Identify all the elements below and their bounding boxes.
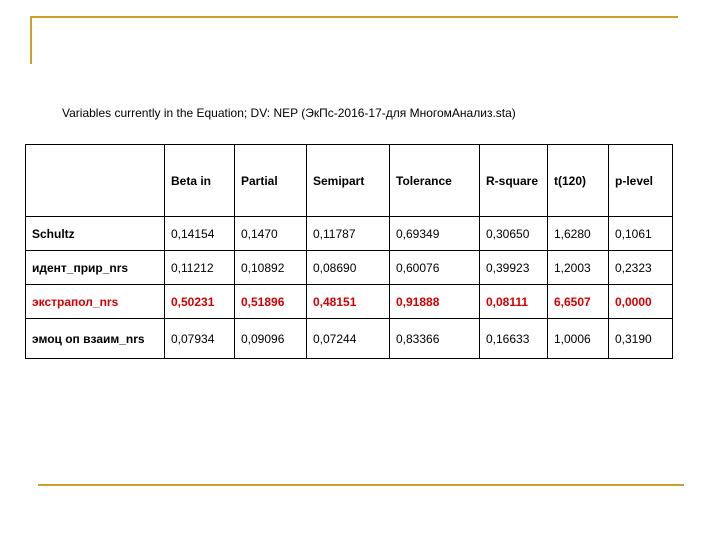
cell-tolerance: 0,69349 <box>390 217 480 251</box>
table-row <box>26 319 673 359</box>
cell-p-level: 0,3190 <box>609 319 673 359</box>
cell-tolerance: 0,91888 <box>390 285 480 319</box>
row-label: эмоц оп взаим_nrs <box>26 319 165 359</box>
table-caption: Variables currently in the Equation; DV: NEP (ЭкПс-2016-17-для МногомАнализ.sta) <box>62 106 516 120</box>
header-cell-empty <box>26 145 165 217</box>
cell-r-square: 0,08111 <box>480 285 548 319</box>
cell-semipart: 0,07244 <box>307 319 390 359</box>
cell-partial: 0,09096 <box>235 319 307 359</box>
cell-t120: 1,0006 <box>548 319 609 359</box>
cell-r-square: 0,16633 <box>480 319 548 359</box>
cell-semipart: 0,08690 <box>307 251 390 285</box>
cell-t120: 6,6507 <box>548 285 609 319</box>
header-cell-semipart: Semipart <box>307 145 390 217</box>
cell-r-square: 0,30650 <box>480 217 548 251</box>
row-label: экстрапол_nrs <box>26 285 165 319</box>
cell-partial: 0,51896 <box>235 285 307 319</box>
cell-beta-in: 0,50231 <box>165 285 235 319</box>
cell-semipart: 0,48151 <box>307 285 390 319</box>
table-row <box>26 217 673 251</box>
cell-semipart: 0,11787 <box>307 217 390 251</box>
cell-beta-in: 0,11212 <box>165 251 235 285</box>
header-row <box>26 145 673 217</box>
regression-results-table <box>25 144 673 359</box>
cell-partial: 0,1470 <box>235 217 307 251</box>
row-label: идент_прир_nrs <box>26 251 165 285</box>
slide-frame-bottom-line <box>38 484 684 486</box>
cell-beta-in: 0,07934 <box>165 319 235 359</box>
cell-tolerance: 0,60076 <box>390 251 480 285</box>
header-cell-partial: Partial <box>235 145 307 217</box>
table-row <box>26 251 673 285</box>
header-cell-beta-in: Beta in <box>165 145 235 217</box>
cell-p-level: 0,0000 <box>609 285 673 319</box>
cell-beta-in: 0,14154 <box>165 217 235 251</box>
cell-partial: 0,10892 <box>235 251 307 285</box>
slide-frame-top-line <box>30 16 678 18</box>
header-cell-r-square: R-square <box>480 145 548 217</box>
cell-r-square: 0,39923 <box>480 251 548 285</box>
cell-t120: 1,2003 <box>548 251 609 285</box>
cell-tolerance: 0,83366 <box>390 319 480 359</box>
cell-t120: 1,6280 <box>548 217 609 251</box>
row-label: Schultz <box>26 217 165 251</box>
slide-frame-left-line <box>30 16 32 64</box>
header-cell-tolerance: Tolerance <box>390 145 480 217</box>
header-cell-t120: t(120) <box>548 145 609 217</box>
cell-p-level: 0,2323 <box>609 251 673 285</box>
table-row-significant <box>26 285 673 319</box>
header-cell-p-level: p-level <box>609 145 673 217</box>
cell-p-level: 0,1061 <box>609 217 673 251</box>
